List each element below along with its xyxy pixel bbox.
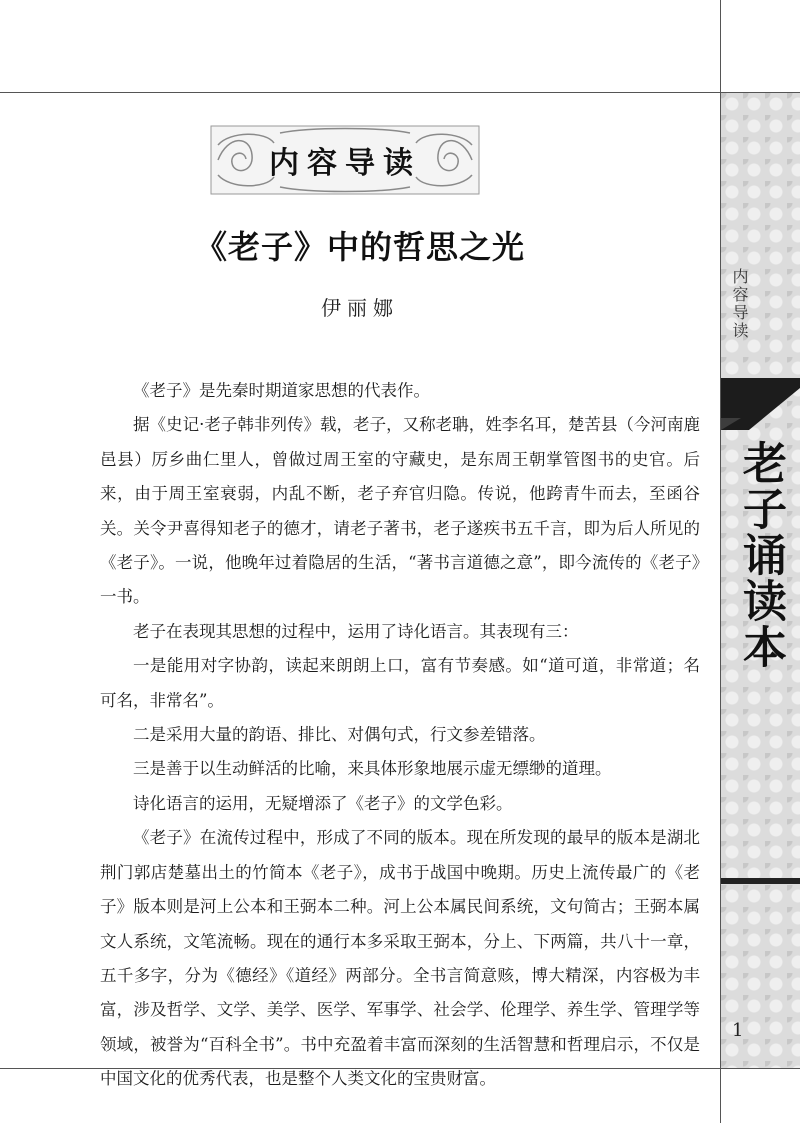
banner-title: 内容导读 xyxy=(269,146,421,181)
article-author: 伊丽娜 xyxy=(321,296,399,320)
paragraph: 诗化语言的运用，无疑增添了《老子》的文学色彩。 xyxy=(133,793,513,813)
paragraph: 二是采用大量的韵语、排比、对偶句式，行文参差错落。 xyxy=(133,725,546,745)
paragraph: 三是善于以生动鲜活的比喻，来具体形象地展示虚无缥缈的道理。 xyxy=(133,759,612,779)
sidebar-section-label: 内容导读 xyxy=(730,268,749,340)
paragraph: 老子在表现其思想的过程中，运用了诗化语言。其表现有三： xyxy=(133,621,579,641)
page-number: 1 xyxy=(732,1020,744,1041)
article-title: 《老子》中的哲思之光 xyxy=(194,228,525,266)
paragraph: 《老子》在流传过程中，形成了不同的版本。现在所发现的最早的版本是湖北荆门郭店楚墓出土的竹简本《老子》，成书于战国中晚期。历史上流传最广的《老子》版本则是河上公本和王弼本二种。河上公本属民间系统，文句简古；王弼本属文人系统，文笔流畅。现在的通行本多采取王弼本，分上、下两篇，共八十一章，五千多字，分为《德经》《道经》两部分。全书言简意赅，博大精深，内容极为丰富，涉及哲学、文学、美学、医学、军事学、社会学、伦理学、养生学、管理学等领域，被誉为“百科全书”。书中充盈着丰富而深刻的生活智慧和哲理启示，不仅是中国文化的优秀代表，也是整个人类文化的宝贵财富。 xyxy=(100,828,700,1089)
sidebar-bottom-band xyxy=(721,878,800,884)
paragraph: 《老子》是先秦时期道家思想的代表作。 xyxy=(133,381,430,400)
paragraph: 一是能用对字协韵，读起来朗朗上口，富有节奏感。如“道可道，非常道；名可名，非常名”。 xyxy=(100,656,700,710)
sidebar-band xyxy=(721,378,800,430)
article-body xyxy=(100,374,700,1097)
paragraph: 据《史记·老子韩非列传》载，老子，又称老聃，姓李名耳，楚苦县（今河南鹿邑县）厉乡曲仁里人，曾做过周王室的守藏史，是东周王朝掌管图书的史官。后来，由于周王室衰弱，内乱不断，老子弃官归隐。传说，他跨青牛而去，至函谷关。关令尹喜得知老子的德才，请老子著书，老子遂疾书五千言，即为后人所见的《老子》。一说，他晚年过着隐居的生活，“著书言道德之意”，即今流传的《老子》一书。 xyxy=(100,415,700,607)
top-rule xyxy=(0,92,800,93)
sidebar-book-title: 老子诵读本 xyxy=(735,440,786,670)
